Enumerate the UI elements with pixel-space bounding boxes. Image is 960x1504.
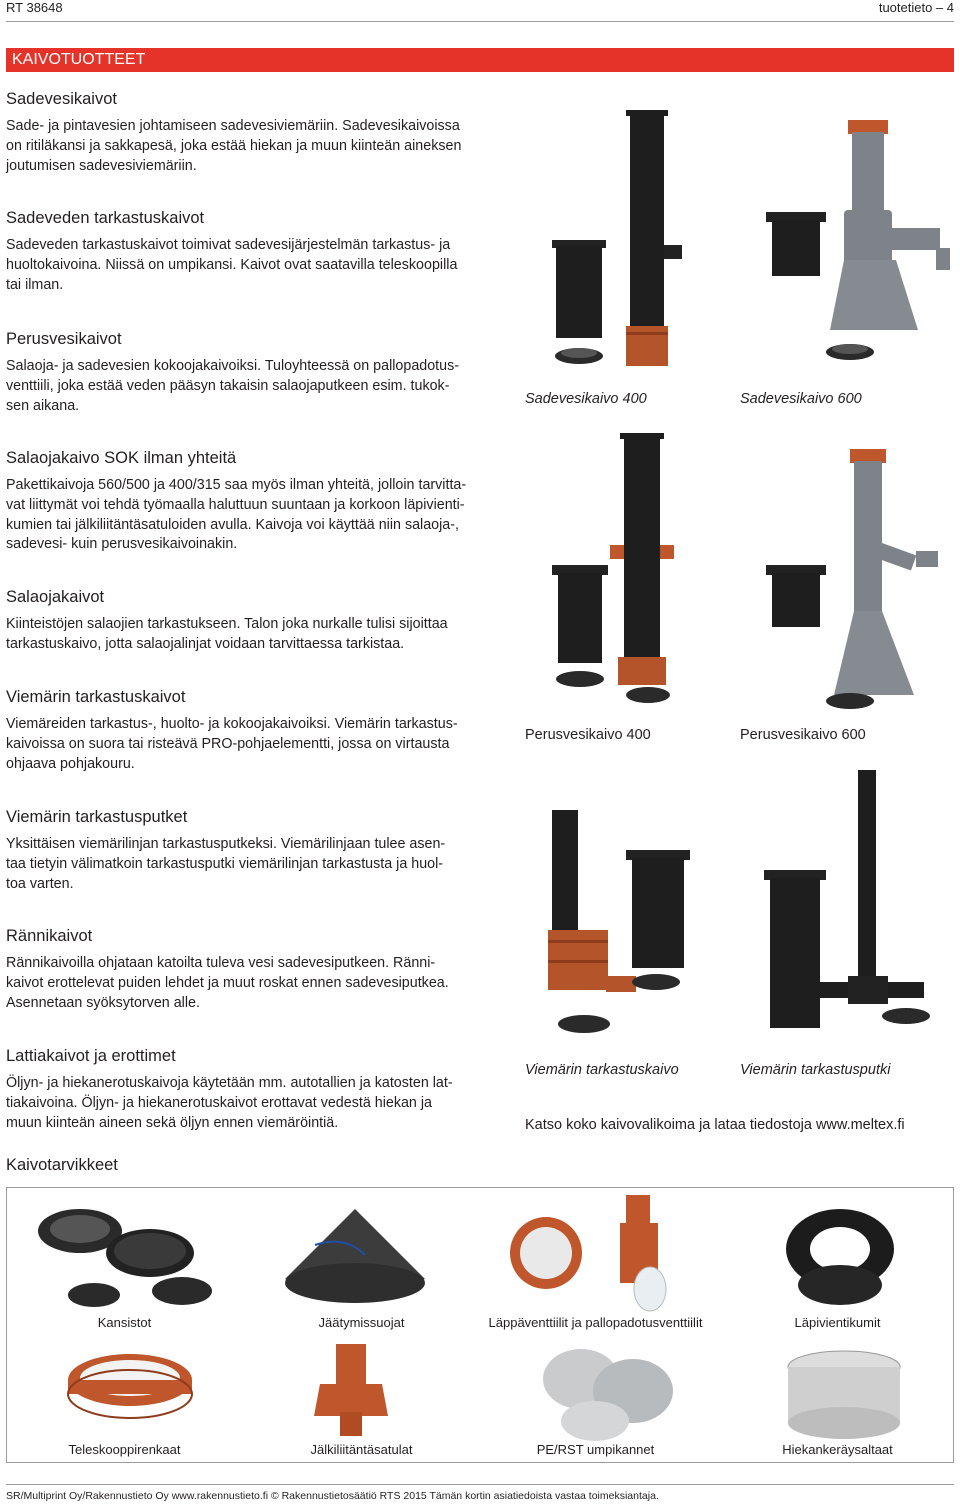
lappaventtiilit-image	[500, 1195, 700, 1315]
sadevesikaivo-400-image	[540, 100, 710, 380]
teleskooppirenkaat-image	[60, 1340, 200, 1440]
text-line: Asennetaan syöksytorven alle.	[6, 994, 200, 1011]
text-line: muun kiinteän aineen sekä öljyn ennen viemäröintiä.	[6, 1114, 339, 1131]
text-line: kaivot erottelevat puiden lehdet ja muut roskat ennen sadevesiputkea.	[6, 974, 449, 991]
section-text	[6, 236, 502, 295]
section-title: Sadeveden tarkastuskaivot	[6, 209, 205, 227]
kansistot-image	[30, 1195, 220, 1315]
text-line: huoltokaivoina. Niissä on umpikansi. Kaivot ovat saatavilla teleskoopilla	[6, 256, 458, 273]
text-line: Viemäreiden tarkastus-, huolto- ja kokoojakaivoiksi. Viemärin tarkastus-	[6, 716, 458, 732]
section-perusvesikaivot	[6, 330, 502, 416]
section-text	[6, 615, 502, 655]
section-text	[6, 715, 502, 774]
caption-sadevesikaivo-400: Sadevesikaivo 400	[525, 391, 647, 407]
section-title: Salaojakaivot	[6, 588, 105, 606]
section-rannikaivot	[6, 927, 502, 1013]
text-line: vat liittymät voi tehdä työmaalla haluttuun suuntaan ja korkoon läpivienti-	[6, 496, 465, 513]
text-line: Yksittäisen viemärilinjan tarkastusputkeksi. Viemärilinjaan tulee asen-	[6, 836, 446, 852]
section-text	[6, 1074, 502, 1133]
caption-viemarin-tarkastuskaivo: Viemärin tarkastuskaivo	[525, 1062, 679, 1078]
text-line: Kiinteistöjen salaojien tarkastukseen. Talon joka nurkalle tulisi sijoittaa	[6, 616, 448, 632]
caption-perusvesikaivo-400: Perusvesikaivo 400	[525, 727, 651, 743]
doc-code: RT 38648	[6, 0, 63, 15]
accessory-label-teleskooppirenkaat: Teleskooppirenkaat	[68, 1442, 181, 1457]
text-line: kumien tai jälkiliitäntäsatuloiden avulla. Kaivoja voi käyttää niin salaoja-,	[6, 516, 459, 533]
section-sadevesikaivot	[6, 90, 502, 176]
text-line: Sade- ja pintavesien johtamiseen sadevesiviemäriin. Sadevesikaivoissa	[6, 118, 460, 134]
section-lattiakaivot	[6, 1047, 502, 1133]
section-title: Salaojakaivo SOK ilman yhteitä	[6, 449, 237, 467]
hiekankerayaltaat-image	[780, 1345, 910, 1445]
accessory-label-kansistot: Kansistot	[97, 1315, 152, 1330]
accessory-label-jaatymissuojat: Jäätymissuojat	[318, 1315, 405, 1330]
footer-divider	[6, 1484, 954, 1485]
section-viemarin-tarkastuskaivot	[6, 688, 502, 774]
jalkiliitantasatulat-image	[310, 1340, 400, 1440]
text-line: sen aikana.	[6, 397, 80, 414]
viemarin-tarkastusputki-image	[750, 770, 960, 1050]
jaatymissuojat-image	[275, 1205, 435, 1315]
caption-sadevesikaivo-600: Sadevesikaivo 600	[740, 391, 862, 407]
text-line: Pakettikaivoja 560/500 ja 400/315 saa myös ilman yhteitä, jolloin tarvitta-	[6, 477, 467, 493]
caption-viemarin-tarkastusputki: Viemärin tarkastusputki	[740, 1062, 891, 1078]
section-salaojakaivot	[6, 588, 502, 655]
section-text	[6, 357, 502, 416]
footer-text: SR/Multiprint Oy/Rakennustieto Oy www.rakennustieto.fi © Rakennustietosäätiö RTS 2015 Tämän kortin asiatiedoista vastaa toimeksiantaja.	[6, 1490, 659, 1502]
perusvesikaivo-600-image	[750, 425, 960, 715]
section-title: Viemärin tarkastuskaivot	[6, 688, 186, 706]
section-sadeveden-tarkastuskaivot	[6, 209, 502, 295]
accessory-label-umpikannet: PE/RST umpikannet	[536, 1442, 655, 1457]
text-line: venttiili, joka estää veden pääsyn takaisin salaojaputkeen esim. tukok-	[6, 377, 450, 394]
section-text	[6, 117, 502, 176]
section-salaojakaivo-sok	[6, 449, 502, 555]
doc-type: tuotetieto – 4	[878, 0, 954, 15]
text-line: joutumisen sadevesiviemäriin.	[6, 157, 197, 174]
section-text	[6, 476, 502, 555]
caption-perusvesikaivo-600: Perusvesikaivo 600	[740, 727, 866, 743]
text-line: Salaoja- ja sadevesien kokoojakaivoiksi. Tuloyhteessä on pallopadotus-	[6, 358, 460, 374]
section-title: Rännikaivot	[6, 927, 93, 945]
text-line: tai ilman.	[6, 276, 64, 293]
section-text	[6, 835, 502, 894]
text-line: Öljyn- ja hiekanerotuskaivoja käytetään mm. autotallien ja katosten lat-	[6, 1075, 453, 1091]
text-line: kaivoissa on suora tai risteävä PRO-pohjaelementti, jossa on virtausta	[6, 735, 450, 752]
text-line: on ritiläkansi ja sakkapesä, joka estää hiekan ja muun kiinteän aineksen	[6, 137, 462, 154]
sadevesikaivo-600-image	[750, 100, 960, 380]
text-line: sadevesi- kuin perusvesikaivoinakin.	[6, 536, 238, 553]
section-title: Perusvesikaivot	[6, 330, 122, 348]
text-line: taa tietyin välimatkoin tarkastusputki viemärilinjan tarkastusta ja huol-	[6, 855, 444, 872]
umpikannet-image	[535, 1345, 685, 1445]
accessory-label-jalkiliitantasatulat: Jälkiliitäntäsatulat	[310, 1442, 413, 1457]
lapivientikumit-image	[780, 1205, 900, 1315]
section-title: Viemärin tarkastusputket	[6, 808, 188, 826]
text-line: Rännikaivoilla ohjataan katoilta tuleva vesi sadevesiputkeen. Ränni-	[6, 955, 436, 971]
viemarin-tarkastuskaivo-image	[540, 790, 710, 1050]
section-viemarin-tarkastusputket	[6, 808, 502, 894]
accessory-label-hiekankerayaltaat: Hiekankeräysaltaat	[782, 1442, 893, 1457]
section-text	[6, 954, 502, 1013]
section-title: Sadevesikaivot	[6, 90, 117, 108]
section-banner: KAIVOTUOTTEET	[6, 48, 954, 72]
accessory-label-lappaventtiilit: Läppäventtiilit ja pallopadotusventtiilit	[488, 1315, 703, 1330]
text-line: Sadeveden tarkastuskaivot toimivat sadevesijärjestelmän tarkastus- ja	[6, 237, 451, 253]
text-line: ohjaava pohjakouru.	[6, 755, 135, 772]
text-line: tiakaivoina. Öljyn- ja hiekanerotuskaivot erottavat vedestä hiekan ja	[6, 1094, 432, 1111]
accessory-label-lapivientikumit: Läpivientikumit	[794, 1315, 881, 1330]
text-line: tarkastuskaivo, jotta salaojalinjat voidaan tarvittaessa tarkistaa.	[6, 635, 405, 652]
text-line: toa varten.	[6, 875, 74, 892]
header-divider	[6, 21, 954, 22]
download-note: Katso koko kaivovalikoima ja lataa tiedostoja www.meltex.fi	[525, 1117, 905, 1133]
accessories-title: Kaivotarvikkeet	[6, 1156, 118, 1174]
perusvesikaivo-400-image	[540, 425, 710, 715]
section-title: Lattiakaivot ja erottimet	[6, 1047, 176, 1065]
